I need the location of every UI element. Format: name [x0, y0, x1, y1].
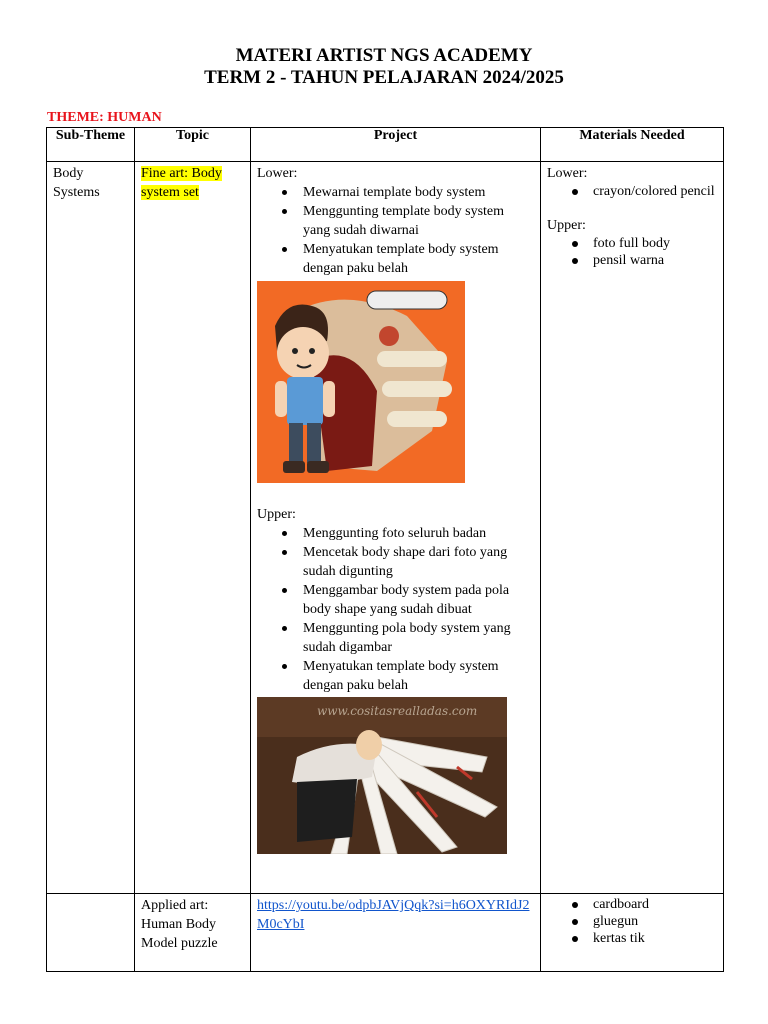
list-item: Menggunting pola body system yang sudah digambar [303, 619, 534, 657]
table-header-row [47, 128, 724, 162]
list-item: Mewarnai template body system [303, 183, 534, 202]
document-subtitle: TERM 2 - TAHUN PELAJARAN 2024/2025 [204, 67, 564, 88]
image-watermark-text: www.cositasrealladas.com [317, 704, 478, 718]
list-item: Menyatukan template body system dengan paku belah [303, 240, 534, 278]
project-lower-label: Lower: [257, 166, 298, 181]
materials-upper-list [547, 235, 717, 269]
list-item: Mencetak body shape dari foto yang sudah digunting [303, 543, 534, 581]
list-item: Menyatukan template body system dengan paku belah [303, 657, 534, 695]
body-system-template-image [257, 281, 465, 483]
list-item: Menggunting foto seluruh badan [303, 524, 534, 543]
subtheme-text: Body Systems [53, 166, 100, 200]
list-item: kertas tik [593, 930, 717, 947]
materials-lower-list [547, 183, 717, 200]
list-item: Menggambar body system pada pola body shape yang sudah dibuat [303, 581, 534, 619]
materials-cell [541, 162, 724, 894]
list-item: pensil warna [593, 252, 717, 269]
list-item: Menggunting template body system yang sudah diwarnai [303, 202, 534, 240]
materials-list [547, 896, 717, 947]
project-lower-list [257, 183, 534, 278]
curriculum-table [46, 127, 724, 972]
materials-upper-label: Upper: [547, 218, 586, 233]
table-row [47, 894, 724, 972]
list-item: gluegun [593, 913, 717, 930]
theme-label: THEME: HUMAN [47, 110, 162, 125]
header-project: Project [251, 128, 541, 162]
project-upper-label: Upper: [257, 507, 296, 522]
document-title: MATERI ARTIST NGS ACADEMY [235, 45, 533, 66]
list-item: cardboard [593, 896, 717, 913]
header-topic: Topic [135, 128, 251, 162]
list-item: foto full body [593, 235, 717, 252]
header-subtheme: Sub-Theme [47, 128, 135, 162]
materials-lower-label: Lower: [547, 166, 588, 181]
topic-text: Applied art: Human Body Model puzzle [141, 898, 218, 951]
table-row [47, 162, 724, 894]
subtheme-cell [47, 894, 135, 972]
list-item: crayon/colored pencil [593, 183, 717, 200]
topic-cell [135, 162, 251, 894]
subtheme-cell [47, 162, 135, 894]
topic-text-highlighted: Fine art: Body system set [141, 166, 222, 200]
materials-cell [541, 894, 724, 972]
project-upper-list [257, 524, 534, 695]
header-materials: Materials Needed [541, 128, 724, 162]
youtube-link[interactable]: https://youtu.be/odpbJAVjQqk?si=h6OXYRIdJ2M0cYbI [257, 898, 530, 932]
project-cell [251, 894, 541, 972]
body-shape-photo-image [257, 697, 507, 854]
topic-cell [135, 894, 251, 972]
project-cell [251, 162, 541, 894]
